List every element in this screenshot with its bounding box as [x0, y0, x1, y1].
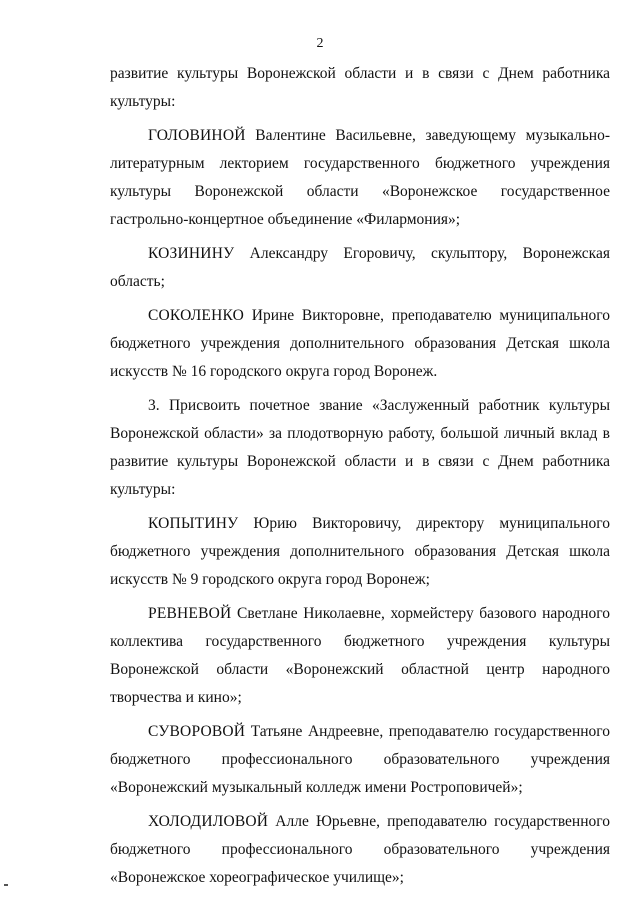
award-recipient-sokolenko	[110, 302, 610, 386]
paragraph-text: развитие культуры Воронежской области и в связи с Днем работника культуры:	[110, 65, 610, 110]
scan-artifact-mark	[4, 884, 8, 886]
document-body	[110, 60, 610, 898]
recipient-details: Александру Егоровичу, скульптору, Воронежская область;	[110, 245, 610, 290]
paragraph-text: 3. Присвоить почетное звание «Заслуженный работник культуры Воронежской области» за плодотворную работу, большой личный вклад в развитие культуры Воронежской области и в связи с Днем работника культуры:	[110, 397, 610, 498]
decree-item-3	[110, 392, 610, 504]
award-recipient-revneva	[110, 600, 610, 712]
recipient-surname: ХОЛОДИЛОВОЙ	[148, 813, 269, 830]
award-recipient-kozinin	[110, 240, 610, 296]
recipient-details: Алле Юрьевне, преподавателю государственного бюджетного профессионального образовательного учреждения «Воронежское хореографическое училище»;	[110, 813, 610, 886]
paragraph-continuation	[110, 60, 610, 116]
recipient-details: Татьяне Андреевне, преподавателю государственного бюджетного профессионального образовательного учреждения «Воронежский музыкальный колледж имени Ростроповичей»;	[110, 723, 610, 796]
recipient-surname: РЕВНЕВОЙ	[148, 605, 232, 622]
recipient-details: Юрию Викторовичу, директору муниципального бюджетного учреждения дополнительного образования Детская школа искусств № 9 городского округа город Воронеж;	[110, 515, 610, 588]
recipient-surname: СОКОЛЕНКО	[148, 307, 245, 324]
recipient-details: Светлане Николаевне, хормейстеру базового народного коллектива государственного бюджетного учреждения культуры Воронежской области «Воронежский областной центр народного творчества и кино»;	[110, 605, 610, 706]
recipient-surname: КОПЫТИНУ	[148, 515, 239, 532]
recipient-surname: ГОЛОВИНОЙ	[148, 127, 246, 144]
recipient-details: Ирине Викторовне, преподавателю муниципального бюджетного учреждения дополнительного образования Детская школа искусств № 16 городского округа город Воронеж.	[110, 307, 610, 380]
page-number: 2	[316, 36, 324, 51]
award-recipient-golovina	[110, 122, 610, 234]
award-recipient-suvorova	[110, 718, 610, 802]
recipient-surname: КОЗИНИНУ	[148, 245, 235, 262]
recipient-surname: СУВОРОВОЙ	[148, 723, 246, 740]
recipient-details: Валентине Васильевне, заведующему музыкально-литературным лекторием государственного бюджетного учреждения культуры Воронежской области «Воронежское государственное гастрольно-концертное объединение «Филармония»;	[110, 127, 610, 228]
award-recipient-kopytin	[110, 510, 610, 594]
award-recipient-holodilova	[110, 808, 610, 892]
